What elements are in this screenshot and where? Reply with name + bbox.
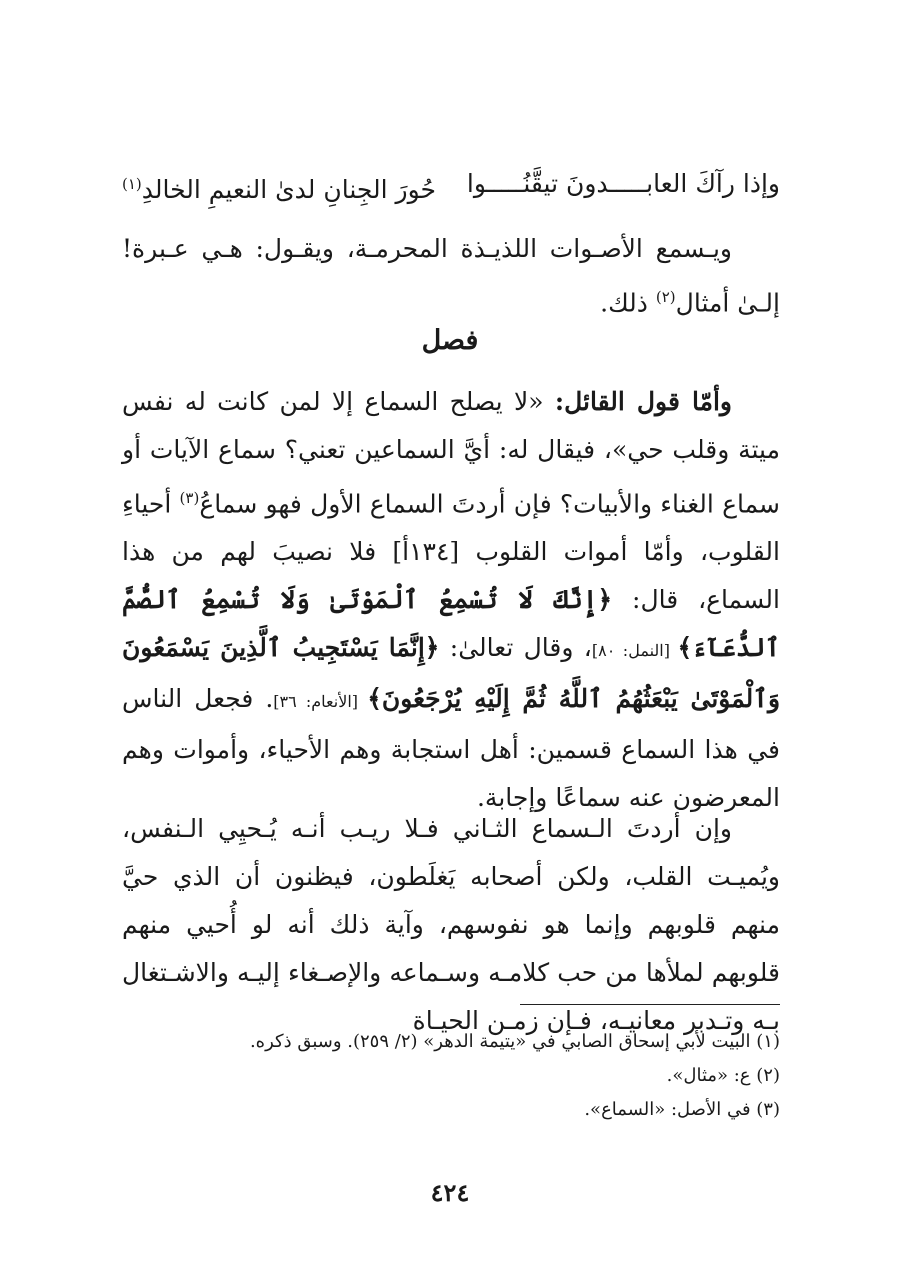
footnotes [122,1025,780,1127]
verse-hemistich-second: حُورَ الجِنانِ لدىٰ النعيمِ الخالدِ$^{(١)}$ [122,175,436,205]
footnote-item: (٣) في الأصل: «السماع». [584,1099,780,1120]
quran-reference: [النمل: ٨٠] [591,641,678,661]
footnote-marker: (١) [122,175,142,193]
paragraph-2: وأمّا قول القائل: «لا يصلح السماع إلا لمن كانت له نفس ميتة وقلب حي»، فيقال له: أيَّ السماعين تعني؟ سماع الآيات أو سماع الغناء والأبيات؟ فإن أردتَ السماع الأول فهو سماعُ$^{(٣)}$ أحياءِ القلوب، وأمّا أموات القلوب [١٣٤أ] فلا نصيبَ لهم من هذا السماع، قال: ﴿إِنَّكَ لَا تُسْمِعُ ٱلْمَوْتَىٰ وَلَا تُسْمِعُ ٱلصُّمَّ ٱلدُّعَآءَ﴾ [النمل: ٨٠]، وقال تعالىٰ: ﴿إِنَّمَا يَسْتَجِيبُ ٱلَّذِينَ يَسْمَعُونَ وَٱلْمَوْتَىٰ يَبْعَثُهُمُ ٱللَّهُ ثُمَّ إِلَيْهِ يُرْجَعُونَ﴾ [الأنعام: ٣٦]. فجعل الناس في هذا السماع قسمين: أهل استجابة وهم الأحياء، وأموات وهم المعرضون عنه سماعًا وإجابة. [122,387,781,813]
quran-verse: ﴿إِنَّمَا يَسْتَجِيبُ ٱلَّذِينَ يَسْمَعُونَ وَٱلْمَوْتَىٰ يَبْعَثُهُمُ ٱللَّهُ ثُمَّ إِلَيْهِ يُرْجَعُونَ﴾ [122,633,781,714]
quran-reference: [الأنعام: ٣٦] [273,692,368,712]
footnote-item: (٢) ع: «مثال». [666,1065,780,1086]
page-number: ٤٢٤ [430,1178,470,1207]
footnote-marker: (٢) [655,288,676,306]
section-heading: فصل [421,325,479,356]
folio-reference: [١٣٤أ] [392,537,460,567]
poetry-verse [122,160,780,214]
footnote-item: (١) البيت لأبي إسحاق الصابي في «يتيمة الدهر» (٢/ ٢٥٩). وسبق ذكره. [249,1031,780,1052]
paragraph-3: وإن أردتَ الـسماع الثـاني فـلا ريـب أنـه يُـحيِي الـنفس، ويُميـت القلب، ولكن أصحابه يَغلَطون، فيظنون أن الذي حيَّ منهم قلوبهم وإنما هو نفوسهم، وآية ذلك أنه لو أُحيي منهم قلوبهم لملأها من حب كلامـه وسـماعه والإصـغاء إليـه والاشـتغال بـه وتـدبر معانيـه، فـإن زمـن الحيـاة [122,814,780,1035]
footnote-marker: (٣) [179,489,200,507]
footnote-separator [520,1004,780,1005]
paragraph-lead: وأمّا قول القائل: [554,387,732,416]
paragraph-1: ويـسمع الأصـوات اللذيـذة المحرمـة، ويقـول: هـي عـبرة! إلـىٰ أمثال$^{(٢)}$ ذلك. [122,234,780,318]
quran-verse: ﴿إِنَّكَ لَا تُسْمِعُ ٱلْمَوْتَىٰ وَلَا تُسْمِعُ ٱلصُّمَّ ٱلدُّعَآءَ﴾ [122,585,780,663]
verse-hemistich-first: وإذا رآكَ العابـــــدونَ تيقَّنُـــــوا [466,169,780,198]
